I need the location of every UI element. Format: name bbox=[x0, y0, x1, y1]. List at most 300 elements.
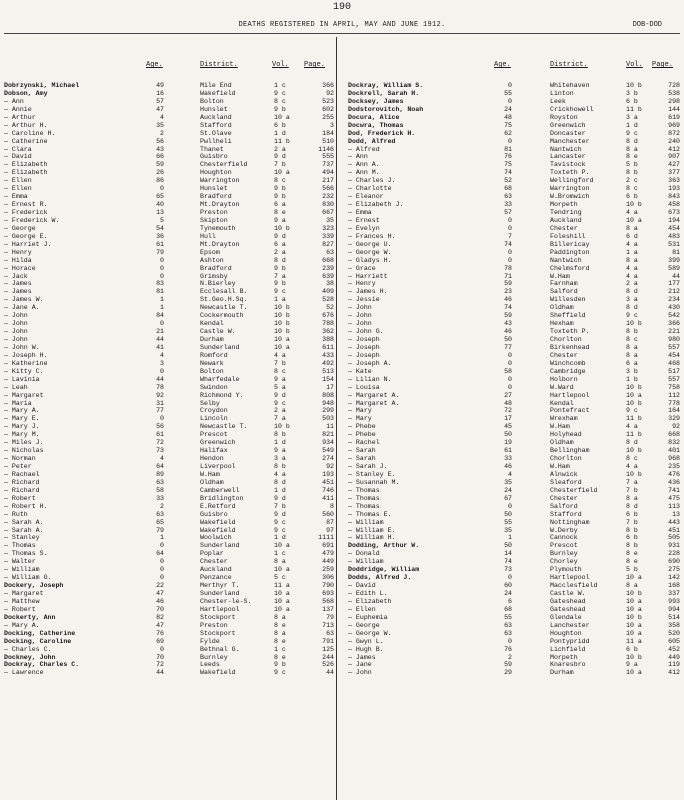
entry-surname: — Margaret A. bbox=[348, 399, 400, 407]
entry-vol: 8 c bbox=[626, 185, 638, 193]
entry-age: 56 bbox=[156, 423, 164, 431]
table-row bbox=[340, 272, 680, 281]
entry-surname: — Stanley E. bbox=[348, 470, 396, 478]
table-row bbox=[340, 518, 680, 527]
entry-district: Chester bbox=[550, 494, 578, 502]
entry-page: 475 bbox=[668, 494, 680, 502]
entry-surname: — Ellen bbox=[348, 605, 376, 613]
entry-vol: 9 a bbox=[626, 661, 638, 669]
entry-surname: — Ann M. bbox=[348, 169, 380, 177]
entry-page: 184 bbox=[322, 129, 334, 137]
entry-district: Newark bbox=[200, 359, 224, 367]
entry-surname: — Frederick bbox=[4, 209, 48, 216]
entry-vol: 9 a bbox=[274, 447, 286, 455]
entry-surname: — Sarah A. bbox=[4, 526, 44, 534]
entry-page: 931 bbox=[668, 542, 680, 550]
page-number: 190 bbox=[332, 2, 351, 13]
entry-age: 0 bbox=[160, 542, 164, 550]
entry-district: Birkenhead bbox=[550, 343, 590, 351]
entry-page: 306 bbox=[322, 574, 334, 582]
entry-district: Woolwich bbox=[200, 534, 232, 542]
entry-district: Warrington bbox=[200, 177, 240, 185]
table-row bbox=[4, 106, 340, 114]
right-column bbox=[340, 82, 680, 677]
entry-page: 329 bbox=[668, 415, 680, 423]
entry-district: Holyhead bbox=[550, 431, 582, 439]
entry-vol: 4 a bbox=[626, 264, 638, 272]
entry-page: 63 bbox=[326, 629, 334, 637]
entry-page: 299 bbox=[322, 407, 334, 415]
entry-district: Hexham bbox=[550, 320, 574, 328]
entry-vol: 10 a bbox=[626, 391, 642, 399]
entry-page: 542 bbox=[668, 312, 680, 320]
entry-district: Bradford bbox=[200, 193, 232, 201]
entry-vol: 8 a bbox=[274, 613, 286, 621]
entry-page: 240 bbox=[668, 137, 680, 145]
entry-vol: 10 b bbox=[274, 304, 290, 312]
entry-page: 510 bbox=[322, 137, 334, 145]
table-row bbox=[340, 296, 680, 304]
entry-district: Hartlepool bbox=[550, 574, 590, 582]
table-row bbox=[340, 105, 680, 114]
entry-page: 994 bbox=[668, 605, 680, 613]
entry-vol: 10 b bbox=[274, 320, 290, 328]
entry-vol: 9 c bbox=[274, 526, 286, 534]
entry-age: 44 bbox=[156, 669, 164, 677]
entry-surname: — Rachael bbox=[4, 470, 40, 478]
entry-vol: 2 a bbox=[274, 248, 286, 256]
entry-vol: 8 d bbox=[626, 304, 638, 312]
entry-district: Lichfield bbox=[550, 645, 586, 653]
entry-surname: — Nicholas bbox=[4, 447, 44, 455]
entry-page: 3 bbox=[330, 121, 334, 129]
entry-page: 436 bbox=[668, 478, 680, 486]
entry-surname: — Charles J. bbox=[348, 177, 396, 185]
entry-district: Leeds bbox=[200, 661, 220, 669]
entry-district: Cambridge bbox=[550, 367, 586, 375]
entry-surname: — Miles J. bbox=[4, 439, 44, 447]
entry-vol: 8 c bbox=[274, 97, 286, 105]
entry-age: 0 bbox=[508, 256, 512, 264]
entry-district: Chester bbox=[550, 224, 578, 232]
entry-age: 0 bbox=[160, 256, 164, 264]
entry-age: 4 bbox=[160, 455, 164, 463]
entry-vol: 8 c bbox=[626, 455, 638, 463]
table-row bbox=[4, 280, 340, 288]
entry-page: 454 bbox=[668, 224, 680, 232]
entry-page: 737 bbox=[322, 161, 334, 169]
entry-page: 808 bbox=[322, 391, 334, 399]
entry-district: Cannock bbox=[550, 534, 578, 542]
entry-district: Bridlington bbox=[200, 494, 244, 502]
entry-surname: — James bbox=[4, 288, 32, 296]
entry-vol: 8 a bbox=[626, 582, 638, 590]
entry-district: Penzance bbox=[200, 574, 232, 582]
entry-surname: Dockrell, Sarah H. bbox=[348, 89, 420, 97]
entry-page: 568 bbox=[322, 597, 334, 605]
entry-surname: Dockney, John bbox=[4, 653, 56, 661]
entry-page: 676 bbox=[322, 312, 334, 320]
entry-age: 73 bbox=[156, 447, 164, 455]
entry-district: Poplar bbox=[200, 550, 224, 558]
entry-age: 63 bbox=[504, 629, 512, 637]
entry-page: 113 bbox=[668, 502, 680, 510]
entry-vol: 9 d bbox=[274, 232, 286, 240]
entry-district: Whitehaven bbox=[550, 82, 590, 89]
table-row bbox=[340, 470, 680, 479]
entry-age: 52 bbox=[504, 177, 512, 185]
entry-vol: 10 b bbox=[626, 447, 642, 455]
entry-surname: — Richard bbox=[4, 486, 40, 494]
entry-age: 61 bbox=[504, 447, 512, 455]
entry-vol: 10 b bbox=[626, 320, 642, 328]
entry-page: 212 bbox=[668, 288, 680, 296]
entry-age: 33 bbox=[504, 455, 512, 463]
entry-surname: — Hilda bbox=[4, 256, 32, 264]
entry-district: Stockport bbox=[200, 629, 236, 637]
table-row bbox=[340, 621, 680, 630]
entry-age: 0 bbox=[508, 216, 512, 224]
entry-surname: — William E. bbox=[348, 526, 396, 534]
table-row bbox=[4, 288, 340, 296]
entry-page: 259 bbox=[322, 566, 334, 574]
entry-age: 74 bbox=[504, 169, 512, 177]
table-row bbox=[4, 312, 340, 320]
table-row bbox=[4, 407, 340, 415]
entry-page: 409 bbox=[322, 288, 334, 296]
entry-surname: — Lavinia bbox=[4, 375, 40, 383]
entry-age: 0 bbox=[160, 320, 164, 328]
entry-vol: 9 b bbox=[274, 280, 286, 288]
entry-district: Kendal bbox=[200, 320, 224, 328]
entry-page: 168 bbox=[668, 582, 680, 590]
entry-district: Skipton bbox=[200, 216, 228, 224]
table-row bbox=[340, 637, 680, 646]
entry-vol: 7 b bbox=[274, 502, 286, 510]
entry-age: 76 bbox=[156, 629, 164, 637]
entry-age: 57 bbox=[504, 209, 512, 216]
entry-district: Chesterfield bbox=[200, 161, 248, 169]
entry-surname: — George U. bbox=[348, 240, 392, 248]
entry-surname: — Margaret bbox=[4, 590, 44, 597]
entry-age: 48 bbox=[504, 113, 512, 121]
entry-district: Castle W. bbox=[200, 328, 236, 336]
entry-vol: 10 a bbox=[626, 669, 642, 677]
entry-district: Burnley bbox=[200, 653, 228, 661]
entry-age: 71 bbox=[504, 272, 512, 280]
entry-district: Croydon bbox=[200, 407, 228, 415]
table-row bbox=[340, 486, 680, 495]
entry-age: 67 bbox=[504, 494, 512, 502]
entry-surname: — Frances H. bbox=[348, 232, 396, 240]
entry-district: W.Ham bbox=[550, 272, 570, 280]
entry-vol: 10 a bbox=[274, 336, 290, 343]
table-row bbox=[340, 82, 680, 90]
top-rule bbox=[4, 33, 680, 34]
table-row bbox=[340, 605, 680, 614]
entry-age: 56 bbox=[156, 137, 164, 145]
entry-vol: 6 b bbox=[626, 645, 638, 653]
entry-age: 35 bbox=[156, 121, 164, 129]
entry-age: 36 bbox=[156, 232, 164, 240]
entry-vol: 5 b bbox=[626, 161, 638, 169]
entry-surname: — Ann bbox=[4, 97, 24, 105]
entry-vol: 8 e bbox=[626, 550, 638, 558]
entry-surname: — Sarah J. bbox=[348, 463, 388, 470]
entry-district: Warrington bbox=[550, 185, 590, 193]
entry-vol: 9 b bbox=[274, 185, 286, 193]
entry-age: 89 bbox=[156, 470, 164, 478]
entry-age: 61 bbox=[156, 240, 164, 248]
entry-district: E.Retford bbox=[200, 502, 236, 510]
entry-page: 668 bbox=[322, 256, 334, 264]
table-row bbox=[340, 304, 680, 312]
entry-vol: 8 a bbox=[626, 224, 638, 232]
entry-surname: — William G. bbox=[4, 574, 52, 582]
entry-age: 79 bbox=[156, 526, 164, 534]
entry-page: 154 bbox=[322, 375, 334, 383]
table-row bbox=[4, 320, 340, 328]
entry-surname: — George W. bbox=[348, 248, 392, 256]
entry-district: Billericay bbox=[550, 240, 590, 248]
entry-age: 29 bbox=[504, 669, 512, 677]
entry-surname: — George bbox=[348, 621, 380, 629]
entry-age: 0 bbox=[160, 574, 164, 582]
entry-surname: — Mary M. bbox=[4, 431, 40, 439]
entry-age: 74 bbox=[504, 558, 512, 566]
entry-age: 50 bbox=[504, 510, 512, 518]
entry-age: 0 bbox=[160, 566, 164, 574]
entry-vol: 8 a bbox=[626, 343, 638, 351]
left-header-age: Age. bbox=[146, 61, 163, 69]
entry-age: 46 bbox=[504, 328, 512, 336]
entry-district: Oldham bbox=[200, 478, 224, 486]
entry-district: Wellingford bbox=[550, 177, 594, 185]
entry-vol: 11 b bbox=[274, 137, 290, 145]
entry-district: Stafford bbox=[200, 121, 232, 129]
entry-surname: Docwra, Thomas bbox=[348, 121, 404, 129]
table-row bbox=[4, 590, 340, 598]
entry-district: Romford bbox=[200, 351, 228, 359]
entry-surname: Dodd, Alfred bbox=[348, 137, 396, 145]
entry-surname: — Elizabeth bbox=[4, 161, 48, 169]
table-row bbox=[4, 415, 340, 423]
entry-district: Newcastle T. bbox=[200, 304, 248, 312]
entry-vol: 8 a bbox=[626, 494, 638, 502]
table-row bbox=[340, 129, 680, 138]
entry-page: 81 bbox=[672, 248, 680, 256]
entry-page: 239 bbox=[322, 264, 334, 272]
entry-surname: — Harriet J. bbox=[4, 240, 52, 248]
table-row bbox=[340, 455, 680, 463]
entry-district: Morpeth bbox=[550, 653, 578, 661]
entry-vol: 10 b bbox=[626, 653, 642, 661]
entry-page: 142 bbox=[668, 574, 680, 582]
table-row bbox=[340, 264, 680, 273]
entry-district: St.Olave bbox=[200, 129, 232, 137]
entry-surname: Docking, Caroline bbox=[4, 637, 72, 645]
entry-age: 68 bbox=[504, 605, 512, 613]
entry-age: 66 bbox=[156, 153, 164, 161]
entry-vol: 3 a bbox=[274, 455, 286, 463]
entry-vol: 11 a bbox=[626, 637, 642, 645]
entry-vol: 3 b bbox=[626, 367, 638, 375]
entry-district: Farnham bbox=[550, 280, 578, 288]
entry-surname: Dockery, Joseph bbox=[4, 582, 64, 590]
entry-vol: 10 a bbox=[274, 113, 290, 121]
entry-age: 77 bbox=[156, 407, 164, 415]
entry-surname: — William bbox=[4, 566, 40, 574]
entry-page: 526 bbox=[322, 661, 334, 669]
entry-age: 74 bbox=[504, 304, 512, 312]
entry-page: 505 bbox=[668, 534, 680, 542]
entry-age: 64 bbox=[156, 463, 164, 470]
entry-page: 221 bbox=[668, 328, 680, 336]
entry-vol: 1 a bbox=[626, 248, 638, 256]
entry-vol: 10 a bbox=[626, 605, 642, 613]
entry-district: Prescot bbox=[200, 431, 228, 439]
entry-vol: 9 c bbox=[626, 407, 638, 415]
table-row bbox=[340, 280, 680, 288]
entry-district: Auckland bbox=[200, 566, 232, 574]
entry-vol: 8 c bbox=[274, 177, 286, 185]
table-row bbox=[4, 130, 340, 138]
entry-vol: 11 b bbox=[626, 431, 642, 439]
entry-district: Royston bbox=[550, 113, 578, 121]
entry-surname: Docksey, James bbox=[348, 97, 404, 105]
entry-page: 92 bbox=[672, 423, 680, 431]
entry-surname: — David bbox=[4, 153, 32, 161]
entry-surname: Dockray, Charles C. bbox=[4, 661, 80, 669]
entry-district: Fylde bbox=[200, 637, 220, 645]
entry-surname: — Jessie bbox=[348, 296, 380, 304]
entry-district: Grimsby bbox=[200, 272, 228, 280]
table-row bbox=[4, 304, 340, 312]
entry-age: 49 bbox=[156, 82, 164, 89]
entry-surname: Dobrzynski, Michael bbox=[4, 82, 80, 89]
entry-vol: 9 a bbox=[274, 216, 286, 224]
entry-page: 934 bbox=[322, 439, 334, 447]
entry-age: 23 bbox=[504, 288, 512, 296]
table-row bbox=[4, 177, 340, 185]
entry-page: 244 bbox=[322, 653, 334, 661]
entry-age: 24 bbox=[504, 486, 512, 494]
table-row bbox=[4, 423, 340, 431]
entry-page: 458 bbox=[668, 201, 680, 209]
entry-vol: 10 b bbox=[274, 312, 290, 320]
entry-vol: 6 d bbox=[626, 232, 638, 240]
entry-surname: — George bbox=[4, 224, 36, 232]
entry-age: 2 bbox=[508, 653, 512, 661]
entry-page: 38 bbox=[326, 280, 334, 288]
entry-page: 494 bbox=[322, 169, 334, 177]
entry-district: Bolton bbox=[200, 367, 224, 375]
table-row bbox=[340, 312, 680, 320]
entry-vol: 1 b bbox=[626, 375, 638, 383]
table-row bbox=[4, 471, 340, 479]
page-title: DEATHS REGISTERED IN APRIL, MAY AND JUNE 1912. bbox=[238, 21, 446, 29]
entry-surname: — Robert H. bbox=[4, 502, 48, 510]
entry-page: 194 bbox=[668, 216, 680, 224]
table-row bbox=[4, 296, 340, 304]
entry-page: 17 bbox=[326, 383, 334, 391]
entry-vol: 8 a bbox=[274, 558, 286, 566]
entry-vol: 10 b bbox=[626, 590, 642, 597]
entry-district: Durham bbox=[200, 336, 224, 343]
entry-page: 479 bbox=[322, 550, 334, 558]
entry-age: 19 bbox=[504, 439, 512, 447]
entry-vol: 9 b bbox=[274, 105, 286, 113]
entry-vol: 9 a bbox=[274, 375, 286, 383]
table-row bbox=[4, 384, 340, 392]
entry-age: 2 bbox=[160, 129, 164, 137]
entry-page: 741 bbox=[668, 486, 680, 494]
entry-page: 92 bbox=[326, 463, 334, 470]
entry-surname: — Louisa bbox=[348, 383, 380, 391]
entry-age: 0 bbox=[508, 383, 512, 391]
entry-vol: 8 d bbox=[626, 288, 638, 296]
table-row bbox=[4, 487, 340, 495]
table-row bbox=[4, 273, 340, 281]
entry-vol: 4 a bbox=[626, 240, 638, 248]
entry-district: Mile End bbox=[200, 82, 232, 89]
left-column bbox=[4, 82, 340, 677]
entry-age: 76 bbox=[504, 153, 512, 161]
entry-age: 1 bbox=[160, 304, 164, 312]
entry-vol: 1 c bbox=[274, 550, 286, 558]
table-row bbox=[340, 121, 680, 130]
entry-age: 84 bbox=[156, 312, 164, 320]
entry-page: 907 bbox=[668, 153, 680, 161]
entry-district: Halifax bbox=[200, 447, 228, 455]
table-row bbox=[4, 209, 340, 217]
entry-surname: Dobson, Amy bbox=[4, 89, 48, 97]
entry-vol: 8 a bbox=[626, 145, 638, 153]
table-row bbox=[340, 169, 680, 177]
entry-page: 228 bbox=[668, 550, 680, 558]
entry-surname: — Thomas S. bbox=[4, 550, 48, 558]
entry-district: Merthyr T. bbox=[200, 582, 240, 590]
table-row bbox=[4, 138, 340, 146]
entry-page: 362 bbox=[322, 328, 334, 336]
entry-age: 59 bbox=[156, 161, 164, 169]
entry-surname: — Joseph bbox=[348, 336, 380, 343]
entry-age: 54 bbox=[156, 224, 164, 232]
entry-vol: 6 a bbox=[626, 359, 638, 367]
table-row bbox=[340, 383, 680, 392]
table-row bbox=[4, 265, 340, 273]
entry-district: Tendring bbox=[550, 209, 582, 216]
entry-surname: Docking, Catherine bbox=[4, 629, 76, 637]
entry-surname: — Phebe bbox=[348, 431, 376, 439]
entry-age: 59 bbox=[504, 661, 512, 669]
table-row bbox=[4, 527, 340, 535]
table-row bbox=[4, 225, 340, 233]
entry-district: Toxteth P. bbox=[550, 328, 590, 336]
entry-vol: 4 a bbox=[626, 463, 638, 470]
entry-age: 47 bbox=[156, 105, 164, 113]
entry-page: 63 bbox=[326, 248, 334, 256]
entry-surname: — Kate bbox=[348, 367, 372, 375]
entry-page: 79 bbox=[326, 613, 334, 621]
entry-district: Guisbro bbox=[200, 153, 228, 161]
table-row bbox=[4, 400, 340, 408]
entry-vol: 8 e bbox=[274, 621, 286, 629]
table-row bbox=[4, 646, 340, 654]
entry-vol: 9 c bbox=[274, 669, 286, 677]
entry-age: 70 bbox=[156, 605, 164, 613]
table-row bbox=[340, 661, 680, 669]
